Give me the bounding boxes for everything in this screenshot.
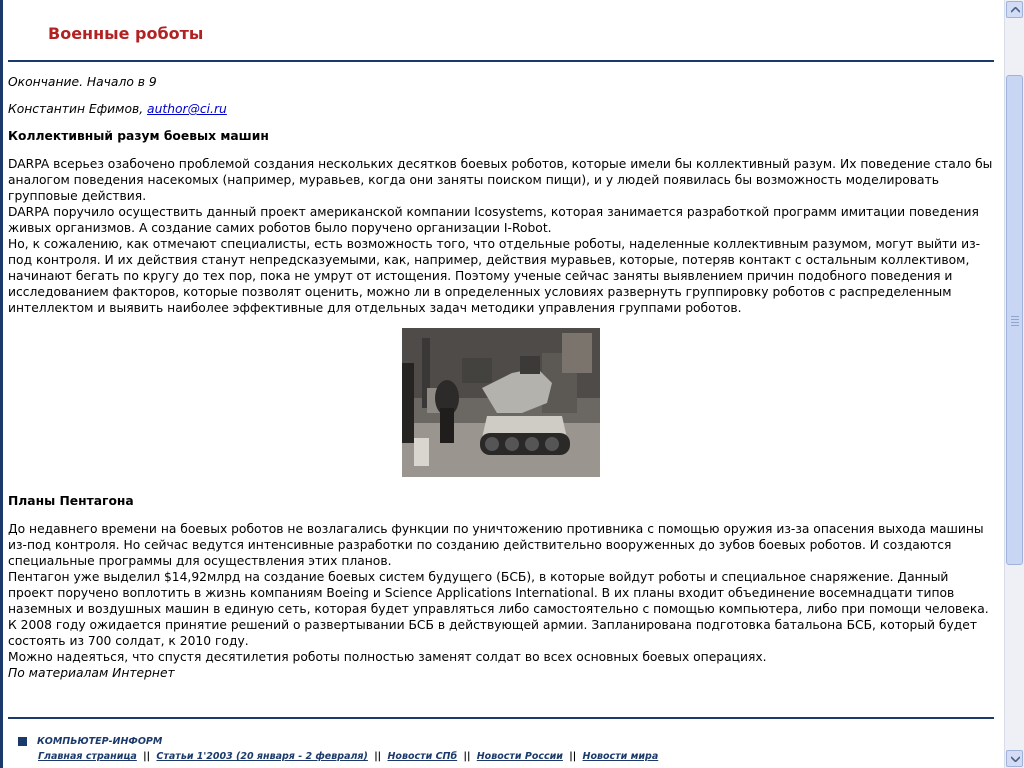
brand-name: КОМПЬЮТЕР-ИНФОРМ bbox=[37, 736, 163, 747]
page-content bbox=[3, 0, 1005, 768]
vertical-scrollbar[interactable] bbox=[1004, 0, 1024, 768]
footer-brand bbox=[18, 736, 658, 747]
top-divider bbox=[8, 60, 994, 62]
footer-link-news-spb[interactable]: Новости СПб bbox=[387, 751, 458, 762]
footer-links bbox=[38, 751, 658, 762]
author-email-link[interactable]: author@ci.ru bbox=[147, 102, 227, 116]
grip-icon bbox=[1011, 316, 1019, 328]
article-body bbox=[8, 74, 993, 681]
paragraph: DARPA всерьез озабочено проблемой создания нескольких десятков боевых роботов, которые имели бы коллективный разум. Их поведение стало бы аналогом поведения насекомых (например, муравьев, когда они заняты поиском пищи), и у людей появилась бы возможность моделировать групповые действия. bbox=[8, 157, 993, 203]
paragraph: К 2008 году ожидается принятие решений о развертывании БСБ в действующей армии. Запланирована подготовка батальона БСБ, который будет состоять из 700 солдат, к 2010 году. bbox=[8, 618, 978, 648]
scroll-down-button[interactable] bbox=[1006, 750, 1023, 767]
link-separator: || bbox=[569, 751, 577, 762]
paragraph: До недавнего времени на боевых роботов не возлагались функции по уничтожению противника с помощью оружия из-за опасения выхода машины из-под контроля. Но сейчас ведутся интенсивные разработки по созданию действительно вооруженных до зубов боевых роботов. И создаются специальные программы для осуществления этих планов. bbox=[8, 522, 984, 568]
arrow-down-icon bbox=[1011, 756, 1020, 762]
section-heading-collective: Коллективный разум боевых машин bbox=[8, 129, 269, 143]
link-separator: || bbox=[463, 751, 471, 762]
source-note: По материалам Интернет bbox=[8, 666, 175, 680]
footer-link-articles[interactable]: Статьи 1'2003 (20 января - 2 февраля) bbox=[156, 751, 368, 762]
footer-link-news-russia[interactable]: Новости России bbox=[476, 751, 563, 762]
robot-photo bbox=[402, 328, 600, 477]
paragraph: Можно надеяться, что спустя десятилетия роботы полностью заменят солдат во всех основных боевых операциях. bbox=[8, 650, 767, 664]
photo-container bbox=[8, 328, 993, 477]
bottom-divider bbox=[8, 717, 994, 719]
section-heading-pentagon: Планы Пентагона bbox=[8, 494, 134, 508]
paragraph: Пентагон уже выделил $14,92млрд на создание боевых систем будущего (БСБ), в которые войдут роботы и специальное снаряжение. Данный проект поручено воплотить в жизнь компаниям Boeing и Science Applications International. В их планы входит объединение восемнадцати типов наземных и воздушных машин в единую сеть, которая будет управляться либо самостоятельно с помощью компьютера, либо при помощи человека. bbox=[8, 570, 989, 616]
footer-link-news-world[interactable]: Новости мира bbox=[582, 751, 659, 762]
link-separator: || bbox=[143, 751, 151, 762]
author-name: Константин Ефимов, bbox=[8, 102, 148, 116]
scroll-thumb[interactable] bbox=[1006, 75, 1023, 565]
site-footer bbox=[18, 736, 658, 762]
scroll-up-button[interactable] bbox=[1006, 1, 1023, 18]
author-line bbox=[8, 101, 993, 117]
page-title: Военные роботы bbox=[48, 24, 204, 43]
continuation-note: Окончание. Начало в 9 bbox=[8, 75, 157, 89]
paragraph: DARPA поручило осуществить данный проект американской компании Icosystems, которая занимается разработкой программ имитации поведения живых организмов. А создание самих роботов было поручено организации I-Robot. bbox=[8, 205, 979, 235]
square-bullet-icon bbox=[18, 737, 27, 746]
footer-link-home[interactable]: Главная страница bbox=[38, 751, 137, 762]
paragraph: Но, к сожалению, как отмечают специалисты, есть возможность того, что отдельные роботы, наделенные коллективным разумом, могут выйти из-под контроля. И их действия станут непредсказуемыми, как, например, действия муравьев, которые, потеряв контакт с остальным коллективом, начинают бегать по кругу до тех пор, пока не умрут от истощения. Поэтому ученые сейчас заняты выявлением причин подобного поведения и исследованием факторов, которые позволят оценить, можно ли в определенных условиях развернуть группировку роботов с распределенным интеллектом и выявить наиболее эффективные для отдельных задач методики управления группами роботов. bbox=[8, 237, 981, 315]
arrow-up-icon bbox=[1011, 7, 1020, 13]
link-separator: || bbox=[374, 751, 382, 762]
